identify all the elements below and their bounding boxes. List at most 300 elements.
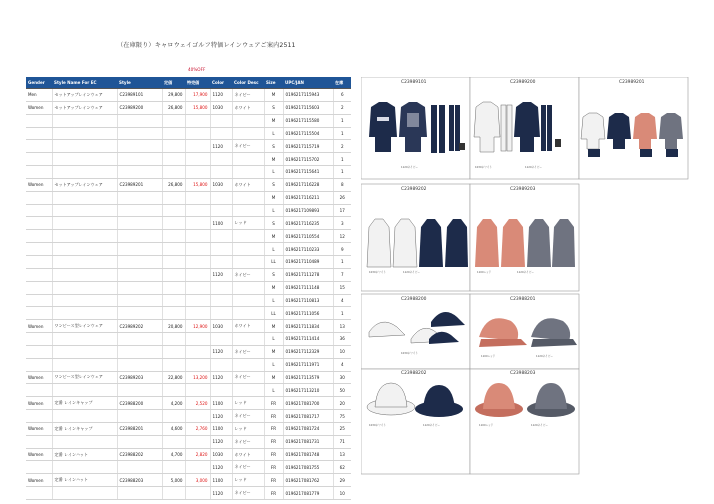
gender-cell [26,461,52,474]
size-cell: LL [264,307,283,320]
caption: 1030ホワイト [401,352,418,355]
upc-cell: 0196217081755 [283,461,333,474]
color-cell: 1100 [210,397,232,410]
gender-cell [26,166,52,179]
style-name-cell: ワンピース型レインウェア [52,320,117,333]
color-desc-cell: レッド [232,474,264,487]
color-desc-cell [232,307,264,320]
catalog-code-c23989201: C23989201 [619,80,645,85]
color-cell: 1120 [210,140,232,153]
table-row [26,474,351,487]
gender-cell: Women [26,422,52,435]
catalog-drawing [361,77,709,476]
size-cell: L [264,127,283,140]
gender-cell [26,268,52,281]
price-cell [162,114,185,127]
table-row [26,422,351,435]
color-cell: 1120 [210,268,232,281]
style-cell: C23989101 [117,89,162,102]
style-name-cell [52,127,117,140]
size-cell: M [264,230,283,243]
table-row [26,89,351,102]
color-desc-cell [232,153,264,166]
inventory-table [26,77,351,500]
style-name-cell [52,294,117,307]
gender-cell: Women [26,474,52,487]
gender-cell: Women [26,397,52,410]
upc-cell: 0196217111278 [283,268,333,281]
col-header-gender: Gender [26,77,52,89]
upc-cell: 0196217081731 [283,435,333,448]
table-row [26,307,351,320]
stock-cell: 1 [333,153,351,166]
style-name-cell: セットアップレインウェア [52,178,117,191]
table-row [26,153,351,166]
caption: 1120ネイビー [401,166,418,169]
style-cell: C23988202 [117,448,162,461]
col-header-color: Color [210,77,232,89]
catalog-code-c23989200: C23989200 [510,80,536,85]
table-row [26,333,351,346]
gender-cell: Women [26,178,52,191]
upc-cell: 0196217115580 [283,114,333,127]
color-cell [210,114,232,127]
style-name-cell: 定番 レインハット [52,448,117,461]
stock-cell: 20 [333,397,351,410]
table-row [26,294,351,307]
upc-cell: 0196217116228 [283,178,333,191]
color-desc-cell [232,358,264,371]
caption: 1030ホワイト [369,271,386,274]
gender-cell: Women [26,101,52,114]
table-row [26,127,351,140]
table-row [26,371,351,384]
sale-price-cell [185,461,210,474]
sale-price-cell: 2,520 [185,397,210,410]
sale-price-cell [185,345,210,358]
color-cell: 1120 [210,371,232,384]
sale-price-cell [185,294,210,307]
col-header-color-desc: Color Desc [232,77,264,89]
color-cell: 1120 [210,461,232,474]
style-cell [117,217,162,230]
sale-price-cell: 3,000 [185,474,210,487]
size-cell: M [264,281,283,294]
style-cell [117,114,162,127]
size-cell: FR [264,397,283,410]
sale-price-cell [185,410,210,423]
gender-cell [26,217,52,230]
color-cell [210,307,232,320]
col-header-style: Style [117,77,162,89]
caption: 1120ネイビー [531,424,548,427]
color-cell [210,127,232,140]
table-row [26,384,351,397]
color-cell [210,384,232,397]
sale-price-cell [185,333,210,346]
table-row [26,461,351,474]
table-row [26,320,351,333]
price-cell: 26,800 [162,101,185,114]
table-row [26,358,351,371]
table-row [26,243,351,256]
style-cell: C23988200 [117,397,162,410]
color-desc-cell [232,243,264,256]
stock-cell: 13 [333,320,351,333]
size-cell: M [264,114,283,127]
gender-cell [26,358,52,371]
table-row [26,345,351,358]
size-cell: FR [264,410,283,423]
price-cell [162,140,185,153]
upc-cell: 0196217081700 [283,397,333,410]
style-name-cell [52,333,117,346]
style-cell: C23989202 [117,320,162,333]
upc-cell: 0196217115719 [283,140,333,153]
col-header-style-name: Style Name For EC [52,77,117,89]
style-name-cell: 定番 レインキャップ [52,397,117,410]
upc-cell: 0196217111414 [283,333,333,346]
stock-cell: 15 [333,281,351,294]
caption: 1120ネイビー [423,424,440,427]
sale-price-cell [185,487,210,500]
size-cell: S [264,268,283,281]
style-name-cell [52,358,117,371]
size-cell: L [264,333,283,346]
style-name-cell [52,191,117,204]
price-cell: 4,200 [162,397,185,410]
size-cell: L [264,204,283,217]
style-cell: C23988203 [117,474,162,487]
gender-cell [26,307,52,320]
price-cell [162,191,185,204]
price-cell: 20,800 [162,320,185,333]
caption: 1100レッド [477,271,492,274]
caption: 1030ホワイト [369,424,386,427]
color-desc-cell: ネイビー [232,371,264,384]
color-desc-cell [232,281,264,294]
caption: 1120ネイビー [525,166,542,169]
style-cell [117,345,162,358]
size-cell: FR [264,448,283,461]
color-cell: 1120 [210,435,232,448]
price-cell: 4,600 [162,422,185,435]
upc-cell: 0196217081762 [283,474,333,487]
style-cell: C23988201 [117,422,162,435]
col-header-sale-price: 特売価 [185,77,210,89]
table-header-row [26,77,351,89]
price-cell: 26,800 [162,178,185,191]
style-cell [117,243,162,256]
price-cell [162,255,185,268]
color-desc-cell [232,384,264,397]
price-cell [162,410,185,423]
upc-cell: 0196217112329 [283,345,333,358]
gender-cell: Women [26,320,52,333]
color-desc-cell [232,230,264,243]
size-cell: S [264,217,283,230]
size-cell: L [264,166,283,179]
style-name-cell [52,435,117,448]
color-desc-cell [232,166,264,179]
gender-cell [26,140,52,153]
table-row [26,281,351,294]
gender-cell [26,410,52,423]
sale-price-cell [185,153,210,166]
color-cell [210,358,232,371]
color-cell [210,204,232,217]
stock-cell: 4 [333,294,351,307]
price-cell [162,281,185,294]
sale-price-cell [185,191,210,204]
style-cell: C23989201 [117,178,162,191]
style-name-cell [52,345,117,358]
table-row [26,410,351,423]
gender-cell [26,153,52,166]
sale-price-cell: 12,900 [185,320,210,333]
table-row [26,435,351,448]
color-cell: 1100 [210,474,232,487]
size-cell: FR [264,461,283,474]
style-cell [117,268,162,281]
color-desc-cell: ネイビー [232,140,264,153]
color-desc-cell [232,191,264,204]
gender-cell [26,333,52,346]
style-cell [117,140,162,153]
stock-cell: 29 [333,474,351,487]
upc-cell: 0196217111148 [283,281,333,294]
caption: 1030ホワイト [475,166,492,169]
stock-cell: 26 [333,191,351,204]
price-cell [162,204,185,217]
stock-cell: 2 [333,101,351,114]
style-name-cell: セットアップレインウェア [52,101,117,114]
style-cell [117,294,162,307]
style-name-cell [52,268,117,281]
color-desc-cell: レッド [232,217,264,230]
col-header-upc: UPC/JAN [283,77,333,89]
size-cell: L [264,384,283,397]
color-cell [210,166,232,179]
gender-cell [26,255,52,268]
size-cell: LL [264,255,283,268]
upc-cell: 0196217115504 [283,127,333,140]
size-cell: L [264,294,283,307]
stock-cell: 7 [333,268,351,281]
page-title: （在庫限り）キャロウェイゴルフ特価レインウェアご案内2511 [117,42,296,49]
style-name-cell [52,140,117,153]
upc-cell: 0196217115603 [283,101,333,114]
style-cell [117,153,162,166]
gender-cell [26,243,52,256]
sale-price-cell [185,435,210,448]
caption: 1120ネイビー [403,271,420,274]
color-desc-cell: ネイビー [232,268,264,281]
catalog-code-c23988203: C23988203 [510,371,536,376]
size-cell: M [264,345,283,358]
upc-cell: 0196217113579 [283,371,333,384]
table-row [26,101,351,114]
catalog-code-c23988201: C23988201 [510,297,536,302]
style-name-cell [52,487,117,500]
color-desc-cell: ネイビー [232,487,264,500]
col-header-size: Size [264,77,283,89]
upc-cell: 0196217111056 [283,307,333,320]
stock-cell: 8 [333,178,351,191]
color-desc-cell: レッド [232,422,264,435]
rainwear-jacket-navy-icon [369,102,465,153]
color-cell [210,333,232,346]
style-cell [117,358,162,371]
upc-cell: 0196217111971 [283,358,333,371]
gender-cell [26,384,52,397]
size-cell: FR [264,435,283,448]
size-cell: M [264,371,283,384]
catalog-code-c23989202: C23989202 [401,187,427,192]
gender-cell: Men [26,89,52,102]
color-desc-cell [232,127,264,140]
catalog-code-c23988200: C23988200 [401,297,427,302]
sale-price-cell: 15,800 [185,101,210,114]
style-name-cell [52,153,117,166]
stock-cell: 1 [333,255,351,268]
price-cell [162,345,185,358]
color-desc-cell: ネイビー [232,89,264,102]
size-cell: FR [264,422,283,435]
sale-price-cell [185,230,210,243]
price-cell [162,358,185,371]
table-row [26,191,351,204]
color-cell [210,230,232,243]
price-cell [162,435,185,448]
sale-price-cell: 13,200 [185,371,210,384]
price-cell: 22,800 [162,371,185,384]
style-name-cell [52,166,117,179]
style-cell [117,127,162,140]
table-row [26,217,351,230]
color-cell [210,294,232,307]
style-name-cell [52,461,117,474]
style-cell [117,166,162,179]
sale-price-cell: 2,760 [185,422,210,435]
upc-cell: 0196217111834 [283,320,333,333]
color-desc-cell: ホワイト [232,178,264,191]
sale-price-cell [185,166,210,179]
sale-price-cell [185,114,210,127]
color-desc-cell: ネイビー [232,410,264,423]
price-cell [162,217,185,230]
color-desc-cell [232,114,264,127]
price-cell [162,127,185,140]
color-cell: 1120 [210,487,232,500]
style-cell: C23989200 [117,101,162,114]
color-cell: 1120 [210,410,232,423]
price-cell: 5,000 [162,474,185,487]
size-cell: M [264,320,283,333]
size-cell: S [264,178,283,191]
gender-cell: Women [26,371,52,384]
price-cell [162,268,185,281]
price-cell [162,461,185,474]
price-cell [162,230,185,243]
style-name-cell [52,384,117,397]
color-cell [210,255,232,268]
product-catalog [361,77,709,476]
stock-cell: 2 [333,140,351,153]
col-header-stock: 在庫 [333,77,351,89]
style-name-cell [52,410,117,423]
price-cell [162,333,185,346]
discount-note: 40%OFF [188,67,206,72]
sale-price-cell [185,268,210,281]
upc-cell: 0196217115943 [283,89,333,102]
stock-cell: 13 [333,448,351,461]
caption: 1100レッド [481,355,496,358]
size-cell: FR [264,487,283,500]
table-row [26,268,351,281]
style-name-cell: 定番 レインキャップ [52,422,117,435]
upc-cell: 0196217113210 [283,384,333,397]
gender-cell [26,345,52,358]
stock-cell: 50 [333,384,351,397]
sale-price-cell [185,204,210,217]
size-cell: S [264,140,283,153]
size-cell: S [264,101,283,114]
color-cell: 1100 [210,217,232,230]
stock-cell: 25 [333,422,351,435]
table-row [26,397,351,410]
upc-cell: 0196217081724 [283,422,333,435]
sale-price-cell [185,217,210,230]
stock-cell: 1 [333,166,351,179]
upc-cell: 0196217110813 [283,294,333,307]
price-cell [162,294,185,307]
gender-cell [26,230,52,243]
gender-cell: Women [26,448,52,461]
catalog-code-c23989101: C23989101 [401,80,427,85]
stock-cell: 1 [333,307,351,320]
color-cell: 1030 [210,320,232,333]
size-cell: L [264,243,283,256]
stock-cell: 75 [333,410,351,423]
upc-cell: 0196217081779 [283,487,333,500]
table-row [26,230,351,243]
color-desc-cell: ネイビー [232,435,264,448]
upc-cell: 0196217115641 [283,166,333,179]
style-cell [117,307,162,320]
caption: 1120ネイビー [517,271,534,274]
table-row [26,204,351,217]
gender-cell [26,114,52,127]
style-name-cell [52,217,117,230]
price-cell [162,243,185,256]
style-cell [117,435,162,448]
sale-price-cell [185,127,210,140]
upc-cell: 0196217110554 [283,230,333,243]
price-cell: 4,700 [162,448,185,461]
sale-price-cell: 17,900 [185,89,210,102]
color-cell: 1120 [210,89,232,102]
style-cell [117,384,162,397]
table-row [26,140,351,153]
caption: 1100レッド [479,424,494,427]
sale-price-cell [185,255,210,268]
gender-cell [26,191,52,204]
upc-cell: 0196217110489 [283,255,333,268]
style-cell [117,333,162,346]
table-row [26,255,351,268]
color-cell: 1100 [210,422,232,435]
